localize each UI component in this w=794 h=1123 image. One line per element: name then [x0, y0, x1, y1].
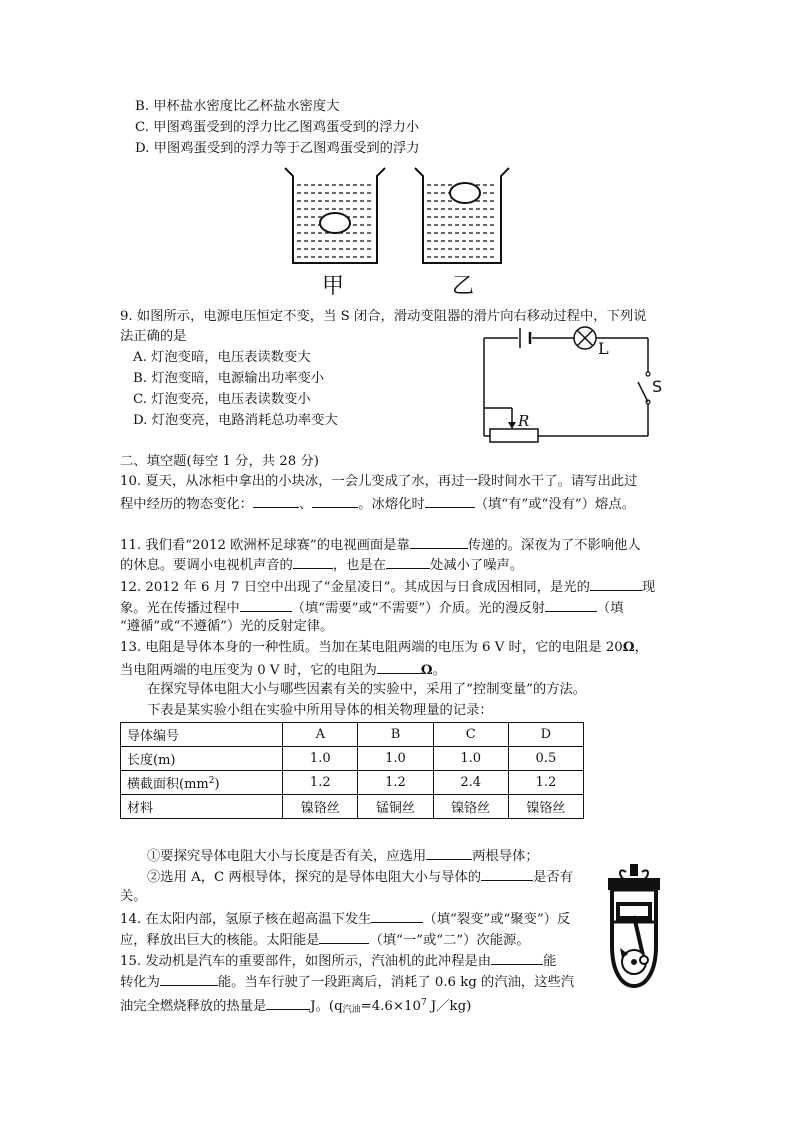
q9-option-c: C. 灯泡变亮，电压表读数变小: [133, 392, 311, 407]
q15-line3: [120, 993, 471, 1020]
q13-line4: 下表是某实验小组在实验中所用导体的相关物理量的记录：: [147, 703, 493, 718]
q10-blank-1[interactable]: [253, 493, 299, 508]
q9-option-a: A. 灯泡变暗，电压表读数变大: [133, 350, 311, 365]
q10-blank-3[interactable]: [425, 493, 475, 508]
ohm-symbol-2: Ω: [420, 663, 433, 678]
q9-option-b: B. 灯泡变暗，电源输出功率变小: [133, 371, 325, 386]
egg-yi: [450, 183, 480, 203]
table-cell: 1.2: [283, 771, 358, 795]
section-2-title: 二、填空题(每空 1 分，共 28 分): [120, 454, 319, 469]
q10-text-d: （填“有”或“没有”）熔点。: [474, 497, 635, 512]
q11-text-e: 处减小了噪声。: [430, 558, 524, 573]
table-cell: 2.4: [433, 771, 508, 795]
q15-sub-gasoline: 汽油: [342, 1005, 361, 1015]
q11-text-a: 11. 我们看“2012 欧洲杯足球赛”的电视画面是靠: [120, 538, 410, 553]
beakers-figure: [280, 163, 510, 303]
rheostat-r: [484, 408, 538, 442]
q12-blank-1[interactable]: [590, 576, 642, 591]
q13-sub1-b: 两根导体；: [472, 849, 539, 864]
beaker-jia: [285, 168, 385, 263]
q15-text-g: =4.6×10: [360, 999, 421, 1014]
q13-sub2-end: 关。: [120, 889, 147, 904]
q10-text-b: 、: [298, 497, 313, 512]
q14-text-b: （填“裂变”或“聚变”）反: [423, 912, 571, 927]
table-cell: 1.0: [283, 747, 358, 771]
table-row: [121, 771, 584, 795]
table-cell: A: [283, 723, 358, 747]
q11-line1: [120, 534, 641, 556]
q11-text-b: 传递的。深夜为了不影响他人: [467, 538, 641, 553]
area-label-close: ): [214, 777, 220, 792]
conductor-table: [120, 722, 584, 819]
engine-figure: [598, 862, 670, 994]
q13-blank-2[interactable]: [426, 845, 472, 860]
table-cell: 1.2: [358, 771, 433, 795]
q13-line2: [120, 659, 446, 681]
q15-text-c: 转化为: [120, 975, 160, 990]
circuit-diagram: [478, 332, 663, 450]
q8-option-b: B. 甲杯盐水密度比乙杯盐水密度大: [135, 99, 340, 114]
q12-text-c: 象。光在传播过程中: [120, 601, 240, 616]
q12-blank-3[interactable]: [545, 597, 597, 612]
q12-blank-2[interactable]: [240, 597, 292, 612]
table-row: [121, 795, 584, 819]
q13-blank-3[interactable]: [481, 866, 533, 881]
q15-line1: [120, 950, 556, 972]
q10-line1: 10. 夏天，从冰柜中拿出的小块冰，一会儿变成了水，再过一段时间水干了。请写出此过: [120, 474, 638, 489]
q13-sub2-a: ②选用 A，C 两根导体，探究的是导体电阻大小与导体的: [147, 870, 482, 885]
q9-option-d: D. 灯泡变亮，电路消耗总功率变大: [133, 413, 338, 428]
q14-blank-2[interactable]: [319, 929, 369, 944]
q12-line2: [120, 597, 624, 619]
q15-text-h: J／kg): [426, 999, 472, 1014]
q15-blank-2[interactable]: [160, 971, 218, 986]
q15-blank-1[interactable]: [491, 950, 543, 965]
q10-line2: [120, 493, 635, 515]
label-yi: 乙: [452, 274, 475, 299]
q14-text-c: 应，释放出巨大的核能。太阳能是: [120, 933, 320, 948]
q13-sub1: [147, 845, 539, 867]
q15-text-b: 能: [543, 954, 557, 969]
label-l: L: [598, 339, 609, 358]
q12-text-a: 12. 2012 年 6 月 7 日空中出现了“金星凌日”。其成因与日食成因相同，是光的: [120, 580, 590, 595]
table-cell: 导体编号: [121, 723, 283, 747]
table-cell: 1.0: [433, 747, 508, 771]
spark-plug: [620, 864, 648, 880]
q11-blank-2[interactable]: [293, 554, 333, 569]
table-cell: 0.5: [508, 747, 583, 771]
table-cell: 材料: [121, 795, 283, 819]
table-row: [121, 723, 584, 747]
q9-stem-line1: 9. 如图所示，电源电压恒定不变，当 S 闭合，滑动变阻器的滑片向右移动过程中，下列说: [120, 309, 647, 324]
label-r: R: [518, 412, 530, 430]
q10-text-c: 。冰熔化时: [358, 497, 425, 512]
q12-text-b: 现: [641, 580, 656, 595]
table-cell: 锰铜丝: [358, 795, 433, 819]
q15-text-d: 能。当车行驶了一段距离后，消耗了 0.6 kg 的汽油，这些汽: [217, 975, 575, 990]
table-cell: 1.2: [508, 771, 583, 795]
table-cell: 镍铬丝: [283, 795, 358, 819]
battery-symbol: [518, 328, 532, 348]
q11-blank-3[interactable]: [386, 554, 430, 569]
q11-blank-1[interactable]: [410, 534, 468, 549]
q9-stem-line2: 法正确的是: [120, 329, 187, 344]
q12-text-e: （填: [596, 601, 624, 616]
area-label: 横截面积(mm: [127, 777, 209, 792]
table-row: [121, 747, 584, 771]
beaker-yi: [415, 168, 509, 263]
ohm-symbol-1: Ω: [622, 640, 635, 655]
q15-text-f: J。(q: [310, 999, 343, 1014]
area-label-sup: 2: [208, 776, 215, 786]
q13-text-d: 。: [432, 663, 446, 678]
q13-sub2-b: 是否有: [533, 870, 573, 885]
q11-text-c: 的休息。要调小电视机声音的: [120, 558, 293, 573]
q13-line3: 在探究导体电阻大小与哪些因素有关的实验中，采用了“控制变量”的方法。: [147, 682, 587, 697]
label-jia: 甲: [322, 274, 345, 299]
q11-text-d: ，也是在: [332, 558, 387, 573]
q15-text-a: 15. 发动机是汽车的重要部件，如图所示，汽油机的此冲程是由: [120, 954, 492, 969]
q13-text-c: 当电阻两端的电压变为 0 V 时，它的电阻为: [120, 663, 377, 678]
q15-text-e: 油完全燃烧释放的热量是: [120, 999, 267, 1014]
q15-blank-3[interactable]: [266, 995, 310, 1010]
q12-text-d: （填“需要”或“不需要”）介质。光的漫反射: [291, 601, 545, 616]
q13-sub2: [147, 866, 573, 888]
q11-line2: [120, 554, 523, 576]
q10-text-a: 程中经历的物态变化：: [120, 497, 253, 512]
table-cell: [121, 771, 283, 795]
egg-jia: [320, 213, 350, 233]
table-cell: C: [433, 723, 508, 747]
q15-line2: [120, 971, 574, 993]
q14-line2: [120, 929, 530, 951]
q12-line3: “遵循”或“不遵循”）光的反射定律。: [120, 619, 334, 634]
q13-line1: [120, 638, 648, 658]
q12-line1: [120, 576, 655, 598]
q8-option-c: C. 甲图鸡蛋受到的浮力比乙图鸡蛋受到的浮力小: [135, 120, 420, 135]
table-cell: 镍铬丝: [508, 795, 583, 819]
q8-option-d: D. 甲图鸡蛋受到的浮力等于乙图鸡蛋受到的浮力: [135, 141, 420, 156]
table-cell: B: [358, 723, 433, 747]
q13-blank-1[interactable]: [377, 659, 421, 674]
q14-text-a: 14. 在太阳内部，氢原子核在超高温下发生: [120, 912, 372, 927]
q14-line1: [120, 908, 570, 930]
q10-blank-2[interactable]: [312, 493, 358, 508]
table-cell: D: [508, 723, 583, 747]
q14-text-d: （填“一”或“二”）次能源。: [369, 933, 530, 948]
label-s: S: [652, 377, 663, 396]
q13-text-b: ，: [634, 640, 648, 655]
table-cell: 长度(m): [121, 747, 283, 771]
table-cell: 1.0: [358, 747, 433, 771]
lamp-symbol: [574, 327, 596, 349]
table-cell: 镍铬丝: [433, 795, 508, 819]
switch-s: [638, 372, 653, 404]
q14-blank-1[interactable]: [371, 908, 423, 923]
q13-text-a: 13. 电阻是导体本身的一种性质。当加在某电阻两端的电压为 6 V 时，它的电阻是 20: [120, 640, 623, 655]
q15-exponent: 7: [420, 998, 427, 1008]
q13-sub1-a: ①要探究导体电阻大小与长度是否有关，应选用: [147, 849, 427, 864]
